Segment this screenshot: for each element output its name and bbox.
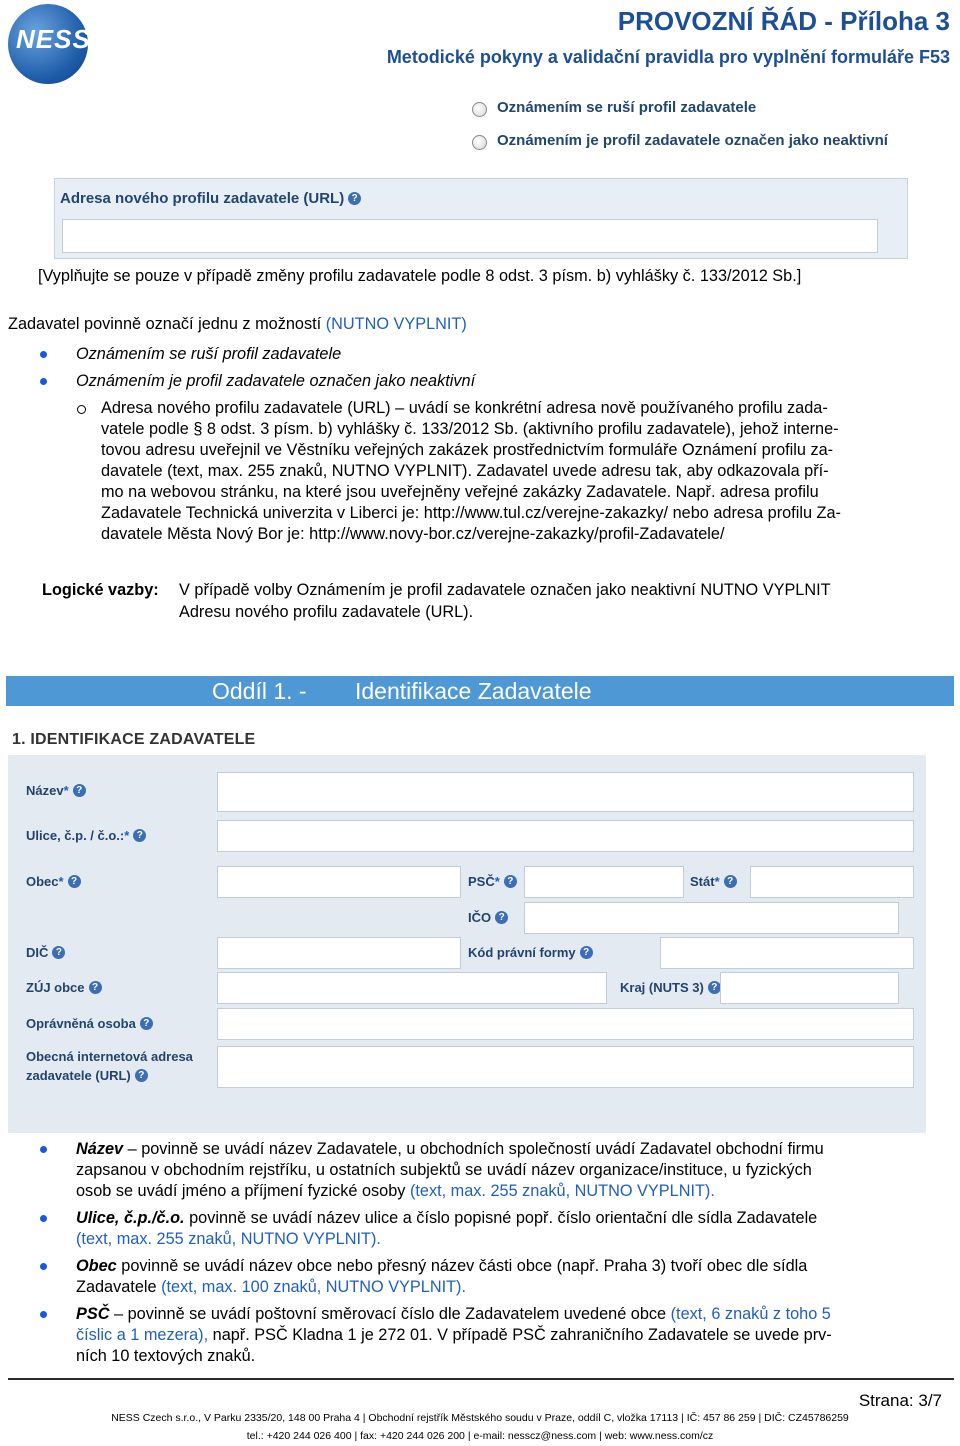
radio-inactive-profile[interactable] — [472, 135, 487, 150]
label-zuj: ZÚJ obce ? — [26, 980, 102, 995]
label-obec: Obec* ? — [26, 874, 81, 889]
document-subtitle: Metodické pokyny a validační pravidla pro vyplnění formuláře F53 — [386, 47, 950, 67]
radio-cancel-profile-label: Oznámením se ruší profil zadavatele — [497, 99, 757, 116]
label-stat: Stát* ? — [690, 874, 737, 889]
footer-contact-info: tel.: +420 244 026 400 | fax: +420 244 026 200 | e-mail: nesscz@ness.com | web: www.ness.com/cz — [246, 1430, 714, 1442]
section-number: Oddíl 1. - — [212, 678, 307, 704]
help-icon[interactable]: ? — [708, 981, 721, 994]
intro-text: Zadavatel povinně označí jednu z možností (NUTNO VYPLNIT) — [8, 315, 467, 333]
bullet-dot — [40, 378, 47, 385]
desc-nazev: Název – povinně se uvádí název Zadavatele, u obchodních společností uvádí Zadavatel obchodní firmu zapsanou v obchodním rejstříku, u ostatních subjektů se uvádí název organizace/instituce, u fyzických osob se uvádí jméno a příjmení fyzické osoby (text, max. 255 znaků, NUTNO VYPLNIT). — [76, 1140, 824, 1200]
logic-label: Logické vazby: — [42, 581, 159, 599]
label-kraj: Kraj (NUTS 3) ? — [620, 980, 721, 995]
input-zuj[interactable] — [217, 972, 607, 1004]
select-kraj[interactable] — [720, 972, 899, 1004]
input-dic[interactable] — [217, 937, 461, 969]
bullet-dot — [40, 1215, 47, 1222]
bullet-dot — [40, 1311, 47, 1318]
bullet-dot — [40, 1263, 47, 1270]
desc-obec: Obec povinně se uvádí název obce nebo přesný název části obce (např. Praha 3) tvoří obec dle sídla Zadavatele (text, max. 100 znaků, NUTNO VYPLNIT). — [76, 1257, 808, 1296]
bullet-cancel-profile: Oznámením se ruší profil zadavatele — [76, 345, 342, 363]
page-number: Strana: 3/7 — [858, 1391, 942, 1410]
help-icon[interactable]: ? — [135, 1069, 148, 1082]
label-nazev: Název* ? — [26, 783, 86, 798]
label-ico: IČO ? — [468, 910, 508, 925]
logic-text-2: Adresu nového profilu zadavatele (URL). — [179, 603, 474, 621]
help-icon[interactable]: ? — [89, 981, 102, 994]
label-opravnena-osoba: Oprávněná osoba ? — [26, 1016, 153, 1031]
input-internetova-adresa[interactable] — [217, 1046, 914, 1088]
help-icon[interactable]: ? — [133, 829, 146, 842]
help-icon[interactable]: ? — [52, 946, 65, 959]
label-dic: DIČ ? — [26, 945, 65, 960]
radio-cancel-profile[interactable] — [472, 102, 487, 117]
desc-psc: PSČ – povinně se uvádí poštovní směrovací číslo dle Zadavatelem uvedené obce (text, 6 znaků z toho 5 číslic a 1 mezera), např. PSČ Kladna 1 je 272 01. V případě PSČ zahraničního Zadavatele se uvede prv- ních 10 textových znaků. — [76, 1305, 832, 1365]
label-kod-pravni-formy: Kód právní formy ? — [468, 945, 593, 960]
section-heading: 1. IDENTIFIKACE ZADAVATELE — [12, 731, 256, 748]
input-nazev[interactable] — [217, 772, 914, 812]
help-icon[interactable]: ? — [724, 875, 737, 888]
url-description: Adresa nového profilu zadavatele (URL) – uvádí se konkrétní adresa nově používaného profilu zada- vatele podle § 8 odst. 3 písm. b) vyhlášky č. 133/2012 Sb. (aktivního profilu zadavatele), jehož interne- tovou adresu uveřejnil ve Věstníku veřejných zakázek prostřednictvím formuláře Oznámení profilu za- davatele (text, max. 255 znaků, NUTNO VYPLNIT). Zadavatel uvede adresu tak, aby odkazovala pří- mo na webovou stránku, na které jsou uveřejněny veřejné zakázky Zadavatele. Např. adresa profilu Zadavatele Technická univerzita v Liberci je: http://www.tul.cz/verejne-zakazky/ nebo adresa profilu Za- davatele Města Nový Bor je: http://www.novy-bor.cz/verejne-zakazky/profil-Zadavatele/ — [101, 399, 841, 543]
footer-divider — [8, 1378, 954, 1380]
note-text: [Vyplňujte se pouze v případě změny profilu zadavatele podle 8 odst. 3 písm. b) vyhlášky č. 133/2012 Sb.] — [38, 267, 802, 285]
help-icon[interactable]: ? — [140, 1017, 153, 1030]
section-name: Identifikace Zadavatele — [355, 678, 592, 704]
bullet-inactive-profile: Oznámením je profil zadavatele označen jako neaktivní — [76, 372, 476, 390]
footer-company-info: NESS Czech s.r.o., V Parku 2335/20, 148 00 Praha 4 | Obchodní rejstřík Městského soudu v Praze, oddíl C, vložka 17113 | IČ: 457 86 259 | DIČ: CZ45786259 — [111, 1412, 849, 1424]
radio-inactive-profile-label: Oznámením je profil zadavatele označen jako neaktivní — [497, 132, 888, 149]
input-opravnena-osoba[interactable] — [217, 1008, 914, 1040]
logo-text: NESS — [16, 24, 91, 54]
help-icon[interactable]: ? — [495, 911, 508, 924]
help-icon[interactable]: ? — [580, 946, 593, 959]
label-psc: PSČ* ? — [468, 874, 517, 889]
input-ico[interactable] — [524, 902, 899, 934]
bullet-dot — [40, 351, 47, 358]
logic-text: V případě volby Oznámením je profil zadavatele označen jako neaktivní NUTNO VYPLNIT — [179, 581, 831, 599]
bullet-dot — [40, 1146, 47, 1153]
url-input[interactable] — [62, 219, 878, 253]
url-field-label: Adresa nového profilu zadavatele (URL) ? — [60, 190, 361, 207]
desc-ulice: Ulice, č.p./č.o. povinně se uvádí název ulice a číslo popisné popř. číslo orientační dle sídla Zadavatele (text, max. 255 znaků, NUTNO VYPLNIT). — [76, 1209, 818, 1248]
input-ulice[interactable] — [217, 820, 914, 852]
label-ulice: Ulice, č.p. / č.o.:* ? — [26, 828, 146, 843]
document-title: PROVOZNÍ ŘÁD - Příloha 3 — [617, 6, 950, 36]
help-icon[interactable]: ? — [504, 875, 517, 888]
help-icon[interactable]: ? — [348, 192, 361, 205]
input-psc[interactable] — [524, 866, 684, 898]
sub-bullet-circle — [77, 405, 86, 414]
help-icon[interactable]: ? — [68, 875, 81, 888]
help-icon[interactable]: ? — [73, 784, 86, 797]
input-stat[interactable] — [750, 866, 914, 898]
select-kod-pravni-formy[interactable] — [660, 937, 914, 969]
label-internetova-adresa: Obecná internetová adresa zadavatele (URL) ? — [26, 1049, 193, 1083]
input-obec[interactable] — [217, 866, 461, 898]
